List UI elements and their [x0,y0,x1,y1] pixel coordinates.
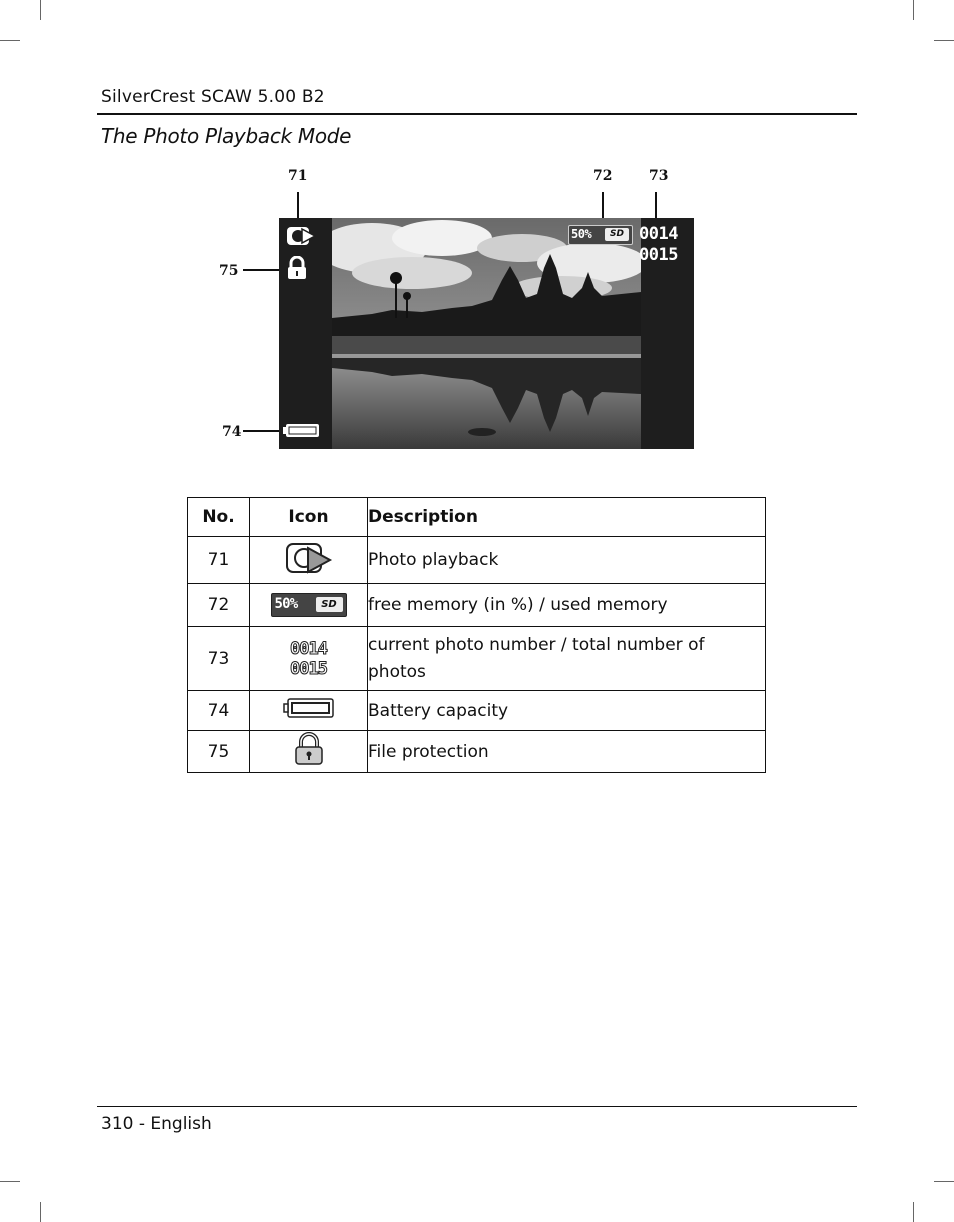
callout-line-72 [602,192,604,218]
photo-counter [639,224,678,266]
crop-mark [913,0,914,20]
section-title: The Photo Playback Mode [101,124,352,148]
battery-icon [283,423,321,439]
row-description: File protection [368,731,766,773]
callout-74: 74 [222,424,242,440]
table-header-row [188,498,766,537]
total-photo-number: 0015 [290,658,327,679]
callout-73: 73 [649,168,669,184]
current-photo-number: 0014 [639,224,678,244]
lock-icon [286,256,308,280]
header-product: SilverCrest SCAW 5.00 B2 [101,87,325,107]
callout-75: 75 [219,263,239,279]
crop-mark [40,0,41,20]
header-rule [97,113,857,115]
memory-sd-icon [271,593,347,617]
callout-line-71 [297,192,299,218]
table-row [188,691,766,731]
crop-mark [0,1181,20,1182]
table-row [188,627,766,691]
row-no: 71 [188,537,250,584]
sd-card-icon: SD [316,597,343,612]
table-row [188,731,766,773]
crop-mark [40,1202,41,1222]
current-photo-number: 0014 [290,638,327,659]
crop-mark [0,40,20,41]
memory-percent: 50% [571,227,592,241]
callout-line-73 [655,192,657,218]
row-no: 74 [188,691,250,731]
callout-72: 72 [593,168,613,184]
page-footer: 310 - English [101,1114,212,1134]
photo-playback-icon [286,224,316,248]
row-description: Photo playback [368,537,766,584]
crop-mark [934,40,954,41]
col-header-description: Description [368,498,766,537]
photo-counter-icon [290,639,327,679]
memory-sd-indicator [568,225,633,245]
lock-icon [293,732,325,766]
row-no: 75 [188,731,250,773]
photo-playback-icon [284,540,334,576]
total-photo-number: 0015 [639,245,678,265]
icon-legend-table [187,497,766,773]
row-description: free memory (in %) / used memory [368,584,766,627]
col-header-no: No. [188,498,250,537]
row-no: 73 [188,627,250,691]
row-no: 72 [188,584,250,627]
left-status-panel [279,218,332,449]
camera-screen [279,218,694,449]
temple-photo [332,218,641,449]
col-header-icon: Icon [250,498,368,537]
row-description: current photo number / total number of photos [368,627,766,691]
sd-card-icon: SD [605,228,629,241]
crop-mark [934,1181,954,1182]
playback-photo [332,218,641,449]
crop-mark [913,1202,914,1222]
table-row [188,537,766,584]
row-description: Battery capacity [368,691,766,731]
table-row [188,584,766,627]
footer-rule [97,1106,857,1107]
callout-line-75 [243,269,281,271]
battery-icon [283,697,335,719]
memory-percent: 50% [274,596,298,612]
callout-71: 71 [288,168,308,184]
callout-line-74 [243,430,281,432]
